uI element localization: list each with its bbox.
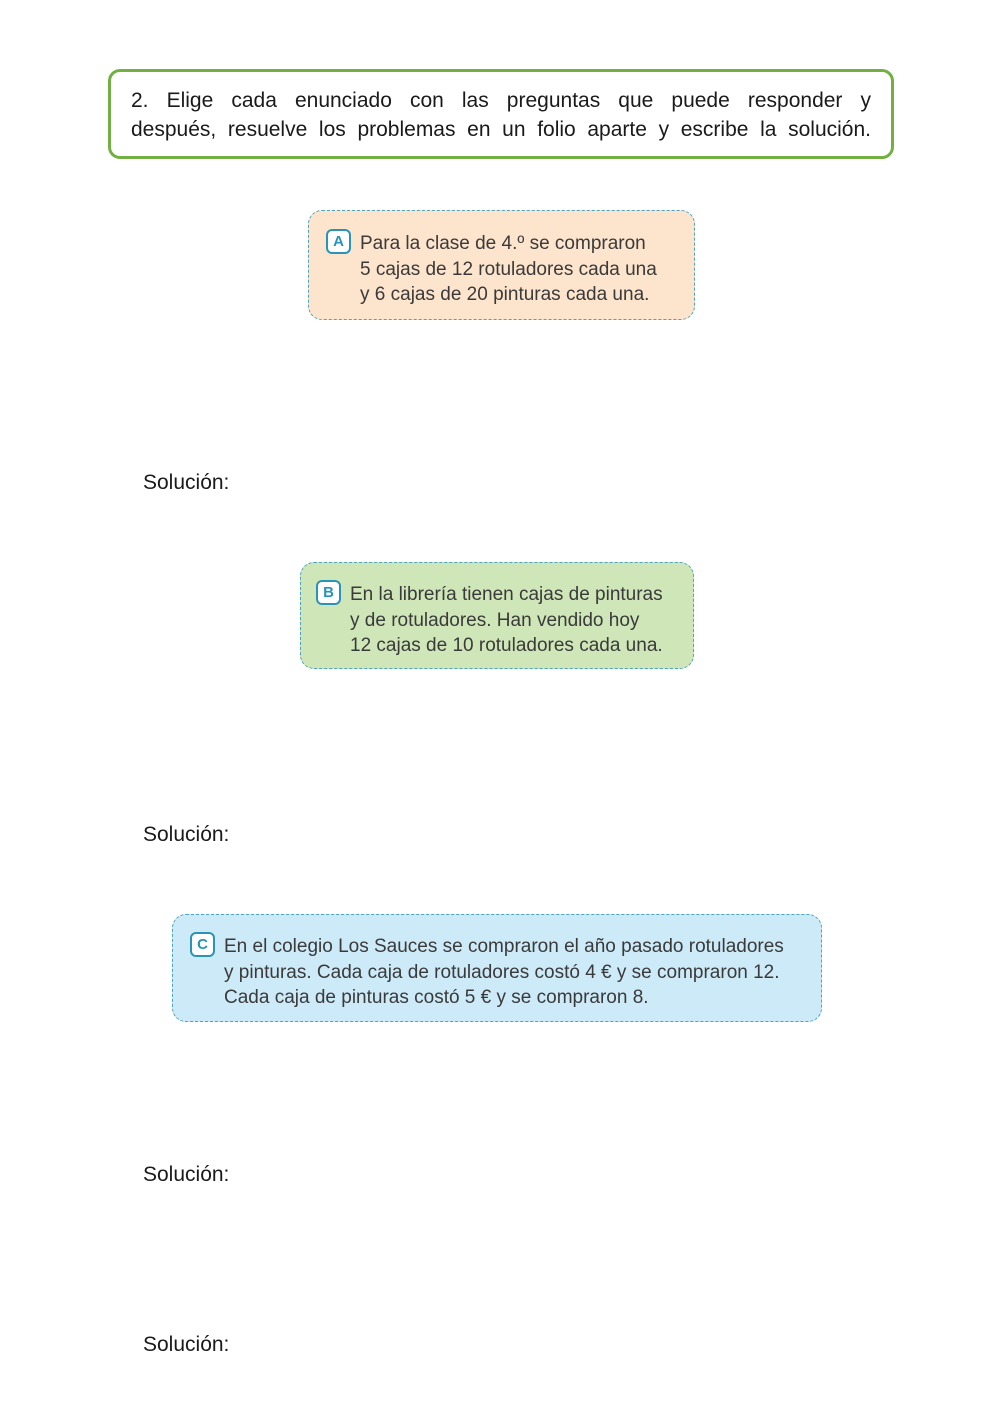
problem-card-c — [172, 914, 822, 1022]
problem-line: y 6 cajas de 20 pinturas cada una. — [360, 284, 650, 305]
problem-line: y de rotuladores. Han vendido hoy — [350, 609, 640, 631]
solution-label-3: Solución: — [143, 1163, 230, 1186]
solution-label-2: Solución: — [143, 823, 230, 846]
solution-label-4: Solución: — [143, 1333, 230, 1356]
problem-card-a — [308, 210, 695, 320]
problem-text — [360, 231, 657, 308]
problem-letter-badge: C — [190, 932, 215, 957]
problem-line: 12 cajas de 10 rotuladores cada una. — [350, 635, 663, 656]
instruction-line-2: después, resuelve los problemas en un folio aparte y escribe la solución. — [131, 118, 871, 141]
problem-line: y pinturas. Cada caja de rotuladores costó 4 € y se compraron 12. — [224, 961, 780, 983]
problem-letter-badge: A — [326, 229, 351, 254]
problem-text — [224, 934, 784, 1011]
problem-card-b — [300, 562, 694, 669]
instruction-line-1: 2. Elige cada enunciado con las preguntas que puede responder y — [131, 89, 871, 112]
problem-line: 5 cajas de 12 rotuladores cada una — [360, 258, 657, 280]
problem-line: En la librería tienen cajas de pinturas — [350, 584, 663, 605]
instruction-box — [108, 69, 894, 159]
solution-label-1: Solución: — [143, 471, 230, 494]
problem-line: Para la clase de 4.º se compraron — [360, 233, 646, 254]
problem-line: En el colegio Los Sauces se compraron el año pasado rotuladores — [224, 936, 784, 957]
problem-letter-badge: B — [316, 580, 341, 605]
problem-text — [350, 582, 663, 659]
problem-line: Cada caja de pinturas costó 5 € y se compraron 8. — [224, 987, 649, 1008]
